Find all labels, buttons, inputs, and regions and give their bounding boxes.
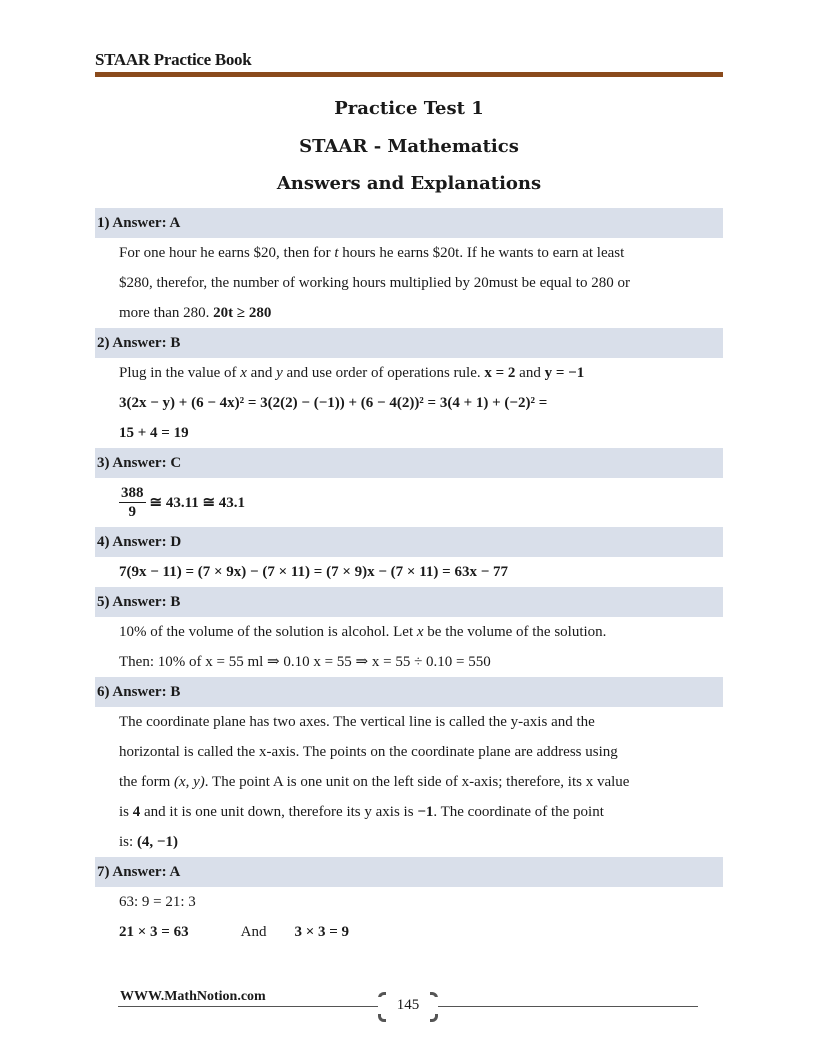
answer-2-line-2: 3(2x − y) + (6 − 4x)² = 3(2(2) − (−1)) + (6 − 4(2))² = 3(4 + 1) + (−2)² = <box>119 395 548 411</box>
text: For one hour he earns $20, then for <box>119 245 335 261</box>
fraction <box>119 484 146 521</box>
text: and use order of operations rule. <box>282 365 485 381</box>
text: and <box>515 365 545 381</box>
math-var: x <box>416 624 424 640</box>
text: more than 280. <box>119 305 214 321</box>
math-expression: 3 × 3 = 9 <box>294 924 350 940</box>
math-expression: (4, −1) <box>136 834 178 850</box>
math-expression: 4 <box>132 804 141 820</box>
text: 10% of the volume of the solution is alcohol. Let <box>119 624 417 640</box>
fraction-numerator: 388 <box>121 485 144 501</box>
math-expression: −1 <box>417 804 434 820</box>
math-var: t <box>334 245 339 261</box>
text: hours he earns $20t. If he wants to earn at least <box>338 245 625 261</box>
math-expression: (x, y) <box>173 774 205 790</box>
answer-3-line-1 <box>95 478 723 527</box>
answer-2-heading: 2) Answer: B <box>95 328 723 358</box>
fraction-denominator: 9 <box>128 504 136 520</box>
math-expression: y = −1 <box>544 365 585 381</box>
text: and <box>246 365 277 381</box>
answer-6-line-2: horizontal is called the x-axis. The points on the coordinate plane are address using <box>119 744 618 760</box>
answer-5-line-1 <box>95 617 723 647</box>
text: . The point A is one unit on the left side of x-axis; therefore, its x value <box>204 774 630 790</box>
page-number-box <box>378 992 438 1022</box>
answer-6-line-3 <box>95 767 723 797</box>
answer-6-line-1: The coordinate plane has two axes. The vertical line is called the y-axis and the <box>119 714 595 730</box>
text: is: <box>119 834 137 850</box>
answer-3-heading: 3) Answer: C <box>95 448 723 478</box>
answer-6-line-5 <box>95 827 723 857</box>
title-line-2: STAAR - Mathematics <box>299 135 519 157</box>
answer-2-line-3: 15 + 4 = 19 <box>119 425 189 441</box>
page-number: 145 <box>378 997 438 1014</box>
answer-7-line-1: 63: 9 = 21: 3 <box>119 894 196 910</box>
answer-5-heading: 5) Answer: B <box>95 587 723 617</box>
title-line-3: Answers and Explanations <box>276 173 542 194</box>
answer-6-heading: 6) Answer: B <box>95 677 723 707</box>
math-expression: ≅ 43.11 ≅ 43.1 <box>149 495 246 511</box>
answer-1-heading: 1) Answer: A <box>95 208 723 238</box>
answer-7-line-2 <box>95 917 723 947</box>
text: . The coordinate of the point <box>433 804 604 820</box>
text: the form <box>119 774 174 790</box>
answer-1-line-2: $280, therefor, the number of working hours multiplied by 20must be equal to 280 or <box>119 275 630 291</box>
text: is <box>119 804 133 820</box>
footer-url: WWW.MathNotion.com <box>120 989 266 1004</box>
title-block <box>95 95 723 208</box>
answer-1-line-1 <box>95 238 723 268</box>
header-title: STAAR Practice Book <box>95 50 252 69</box>
answer-6-line-4 <box>95 797 723 827</box>
math-var: y <box>276 365 283 381</box>
answers-list <box>95 208 723 947</box>
header-rule <box>95 72 723 77</box>
text: be the volume of the solution. <box>423 624 607 640</box>
math-expression: x = 2 <box>484 365 516 381</box>
answer-2-line-1 <box>95 358 723 388</box>
math-expression: 21 × 3 = 63 <box>119 924 189 940</box>
title-line-1: Practice Test 1 <box>334 98 484 119</box>
answer-1-line-3 <box>95 298 723 328</box>
answer-5-line-2: Then: 10% of x = 55 ml ⇒ 0.10 x = 55 ⇒ x = 55 ÷ 0.10 = 550 <box>119 654 491 670</box>
answer-7-heading: 7) Answer: A <box>95 857 723 887</box>
answer-4-line-1: 7(9x − 11) = (7 × 9x) − (7 × 11) = (7 × 9)x − (7 × 11) = 63x − 77 <box>119 564 508 580</box>
math-var: x <box>240 365 247 381</box>
text: Plug in the value of <box>119 365 241 381</box>
answer-4-heading: 4) Answer: D <box>95 527 723 557</box>
text: And <box>240 924 267 940</box>
math-expression: 20t ≥ 280 <box>213 305 272 321</box>
text: and it is one unit down, therefore its y axis is <box>140 804 418 820</box>
